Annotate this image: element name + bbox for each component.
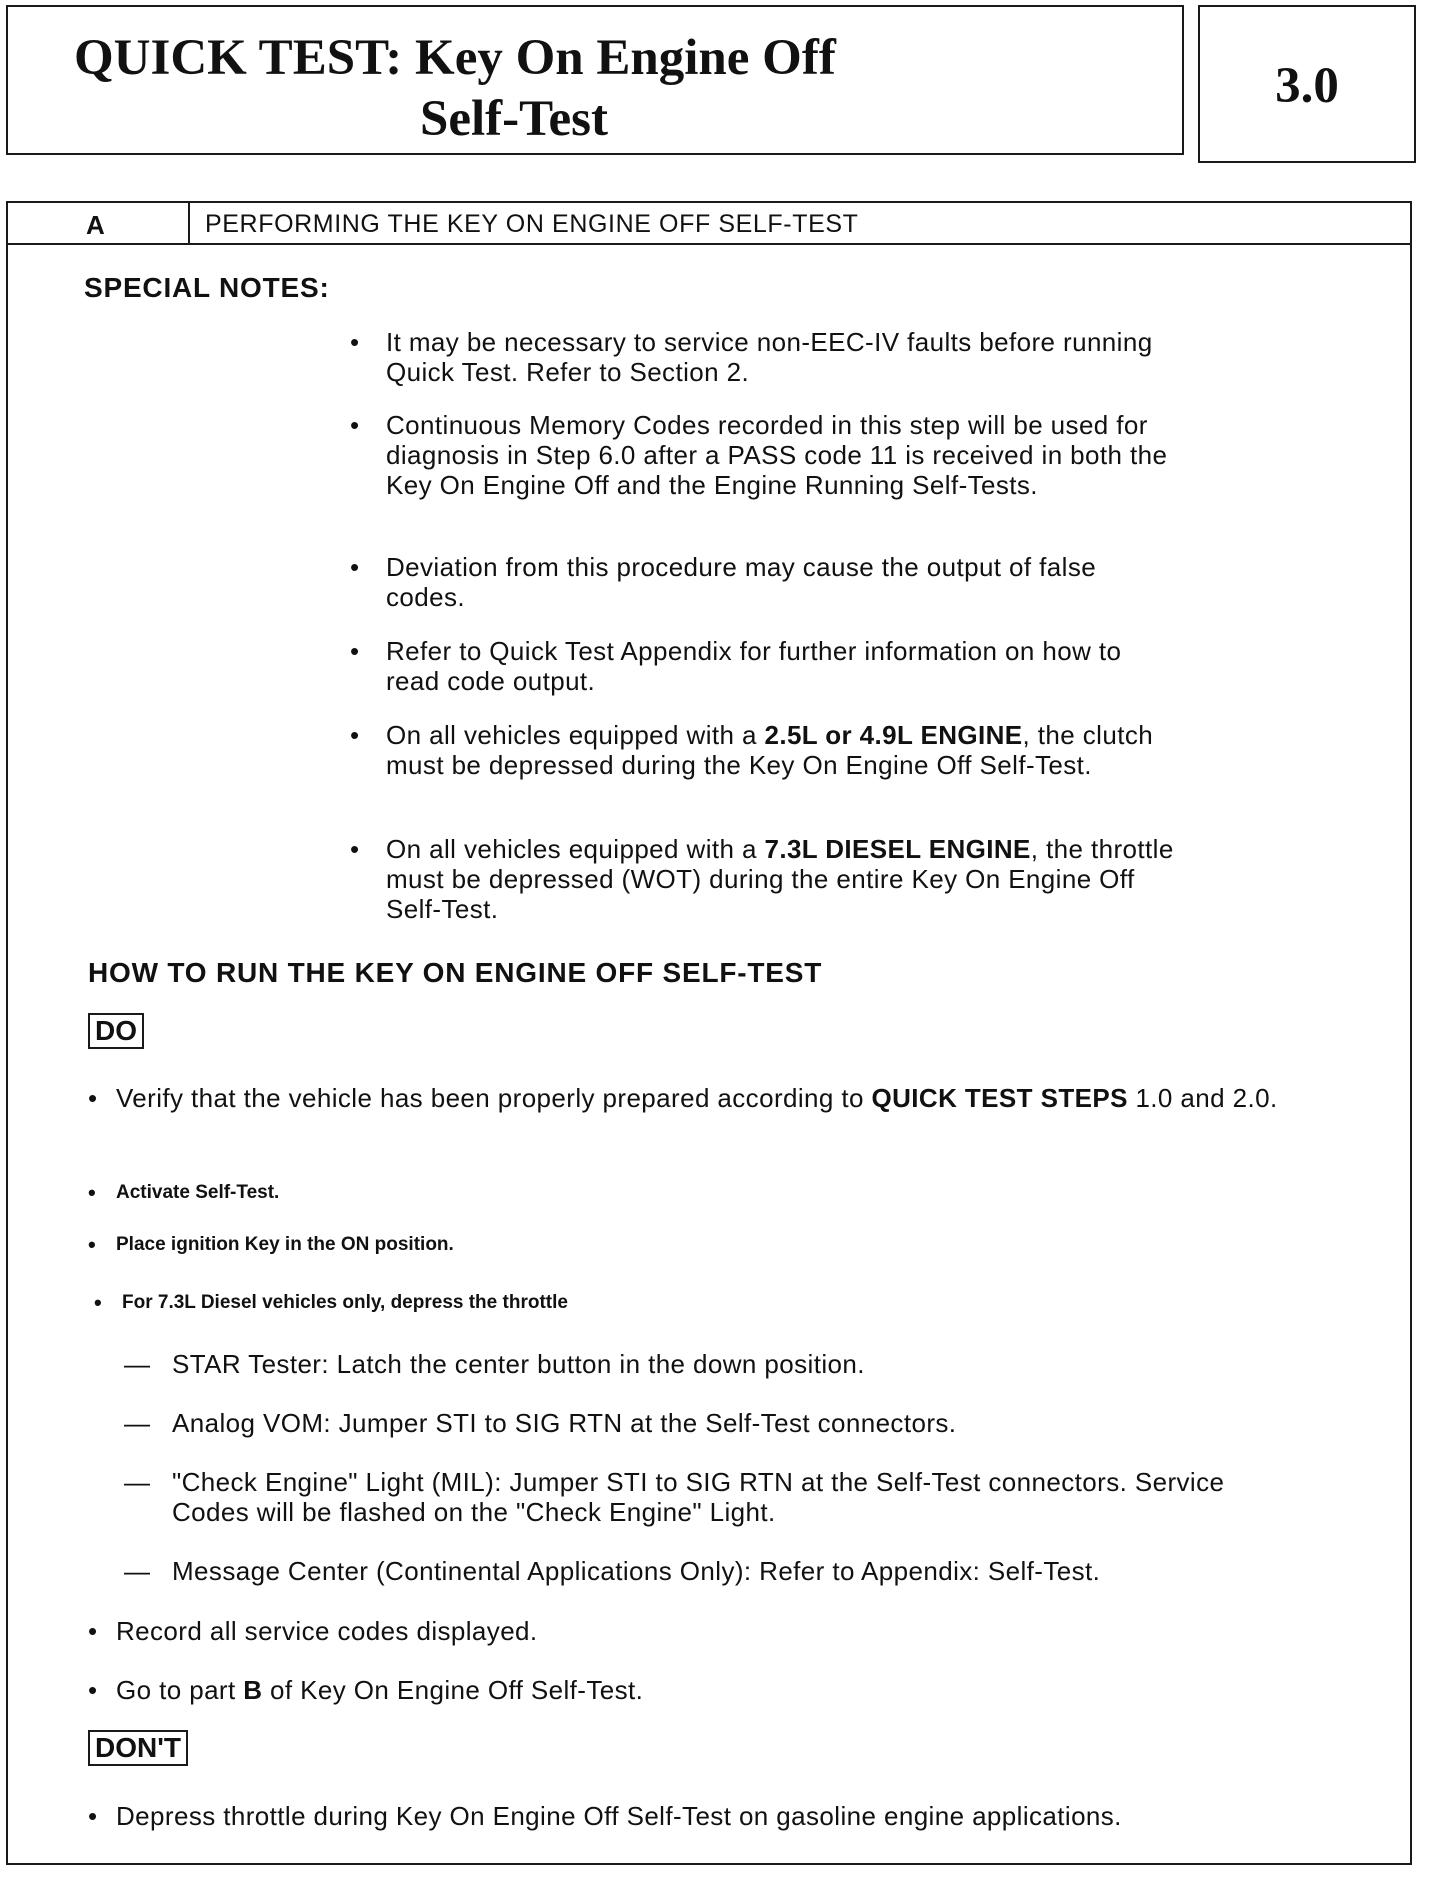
do-item — [88, 1616, 1316, 1646]
item-text-bold: B — [243, 1675, 263, 1705]
sub-item — [124, 1349, 1272, 1379]
dash-icon: — — [124, 1349, 151, 1379]
sub-item — [124, 1556, 1272, 1586]
note-text: Deviation from this procedure may cause the output of false codes. — [386, 552, 1097, 612]
sub-item-text: Message Center (Continental Applications Only): Refer to Appendix: Self-Test. — [172, 1556, 1101, 1586]
item-text-post: of Key On Engine Off Self-Test. — [262, 1675, 644, 1705]
note-text-pre: On all vehicles equipped with a — [386, 720, 765, 750]
part-header — [8, 203, 1410, 245]
sub-item-text: STAR Tester: Latch the center button in the down position. — [172, 1349, 865, 1379]
note-text: Continuous Memory Codes recorded in this step will be used for diagnosis in Step 6.0 after a PASS code 11 is received in both the Key On Engine Off and the Engine Running Self-Tests. — [386, 410, 1168, 500]
sub-item — [124, 1408, 1272, 1438]
how-to-heading: HOW TO RUN THE KEY ON ENGINE OFF SELF-TEST — [88, 957, 823, 988]
special-note — [350, 720, 1176, 780]
item-text: Activate Self-Test. — [116, 1182, 280, 1203]
special-note — [350, 636, 1176, 696]
bullet-icon: • — [350, 720, 360, 750]
note-text-post: , the clutch must be depressed during the Key On Engine Off Self-Test. — [386, 720, 1154, 780]
bullet-icon: • — [88, 1083, 98, 1113]
note-text: Refer to Quick Test Appendix for further information on how to read code output. — [386, 636, 1122, 696]
bullet-icon: • — [350, 327, 360, 357]
dash-icon: — — [124, 1408, 151, 1438]
bullet-icon: • — [88, 1801, 98, 1831]
note-text-pre: On all vehicles equipped with a — [386, 834, 765, 864]
do-item — [94, 1288, 1322, 1318]
item-text-pre: Verify that the vehicle has been properly prepared according to — [116, 1083, 872, 1113]
page-title-line-2: Self-Test — [420, 91, 608, 147]
do-item — [88, 1230, 1316, 1260]
part-title: PERFORMING THE KEY ON ENGINE OFF SELF-TEST — [205, 210, 859, 238]
bullet-icon: • — [88, 1232, 96, 1257]
part-letter: A — [86, 210, 105, 240]
bullet-icon: • — [88, 1675, 98, 1705]
dont-label: DON'T — [88, 1730, 188, 1766]
bullet-icon: • — [350, 834, 360, 864]
bullet-icon: • — [88, 1616, 98, 1646]
page-title-line-1: QUICK TEST: Key On Engine Off — [74, 30, 836, 86]
dont-item — [88, 1801, 1316, 1831]
title-box — [6, 5, 1184, 155]
item-text-pre: Go to part — [116, 1675, 244, 1705]
item-text: Place ignition Key in the ON position. — [116, 1234, 454, 1255]
section-number-box — [1198, 5, 1416, 163]
do-item — [88, 1083, 1316, 1113]
note-text-post: , the throttle must be depressed (WOT) during the entire Key On Engine Off Self-Test. — [386, 834, 1174, 924]
item-text-bold: QUICK TEST STEPS — [871, 1083, 1128, 1113]
bullet-icon: • — [350, 552, 360, 582]
note-text: It may be necessary to service non-EEC-IV faults before running Quick Test. Refer to Section 2. — [386, 327, 1153, 387]
sub-item-text: "Check Engine" Light (MIL): Jumper STI to SIG RTN at the Self-Test connectors. Service Codes will be flashed on the "Check Engine" Light. — [172, 1467, 1225, 1527]
sub-item — [124, 1467, 1272, 1527]
dash-icon: — — [124, 1556, 151, 1586]
engine-spec: 2.5L or 4.9L ENGINE — [764, 720, 1023, 750]
item-text: Depress throttle during Key On Engine Off Self-Test on gasoline engine applications. — [116, 1801, 1122, 1831]
section-number: 3.0 — [1275, 58, 1339, 114]
special-note — [350, 327, 1176, 387]
do-label: DO — [88, 1013, 144, 1049]
special-note — [350, 552, 1176, 612]
bullet-icon: • — [350, 410, 360, 440]
engine-spec: 7.3L DIESEL ENGINE — [764, 834, 1031, 864]
item-text-post: 1.0 and 2.0. — [1127, 1083, 1278, 1113]
special-notes-heading: SPECIAL NOTES: — [84, 272, 330, 303]
special-note — [350, 834, 1176, 924]
dash-icon: — — [124, 1467, 151, 1497]
bullet-icon: • — [88, 1180, 96, 1205]
do-item — [88, 1178, 1316, 1208]
part-divider — [188, 203, 190, 243]
bullet-icon: • — [350, 636, 360, 666]
bullet-icon: • — [94, 1290, 102, 1315]
item-text: For 7.3L Diesel vehicles only, depress the throttle — [122, 1292, 568, 1313]
special-note — [350, 410, 1176, 500]
do-item — [88, 1675, 1316, 1705]
sub-item-text: Analog VOM: Jumper STI to SIG RTN at the Self-Test connectors. — [172, 1408, 957, 1438]
item-text: Record all service codes displayed. — [116, 1616, 538, 1646]
